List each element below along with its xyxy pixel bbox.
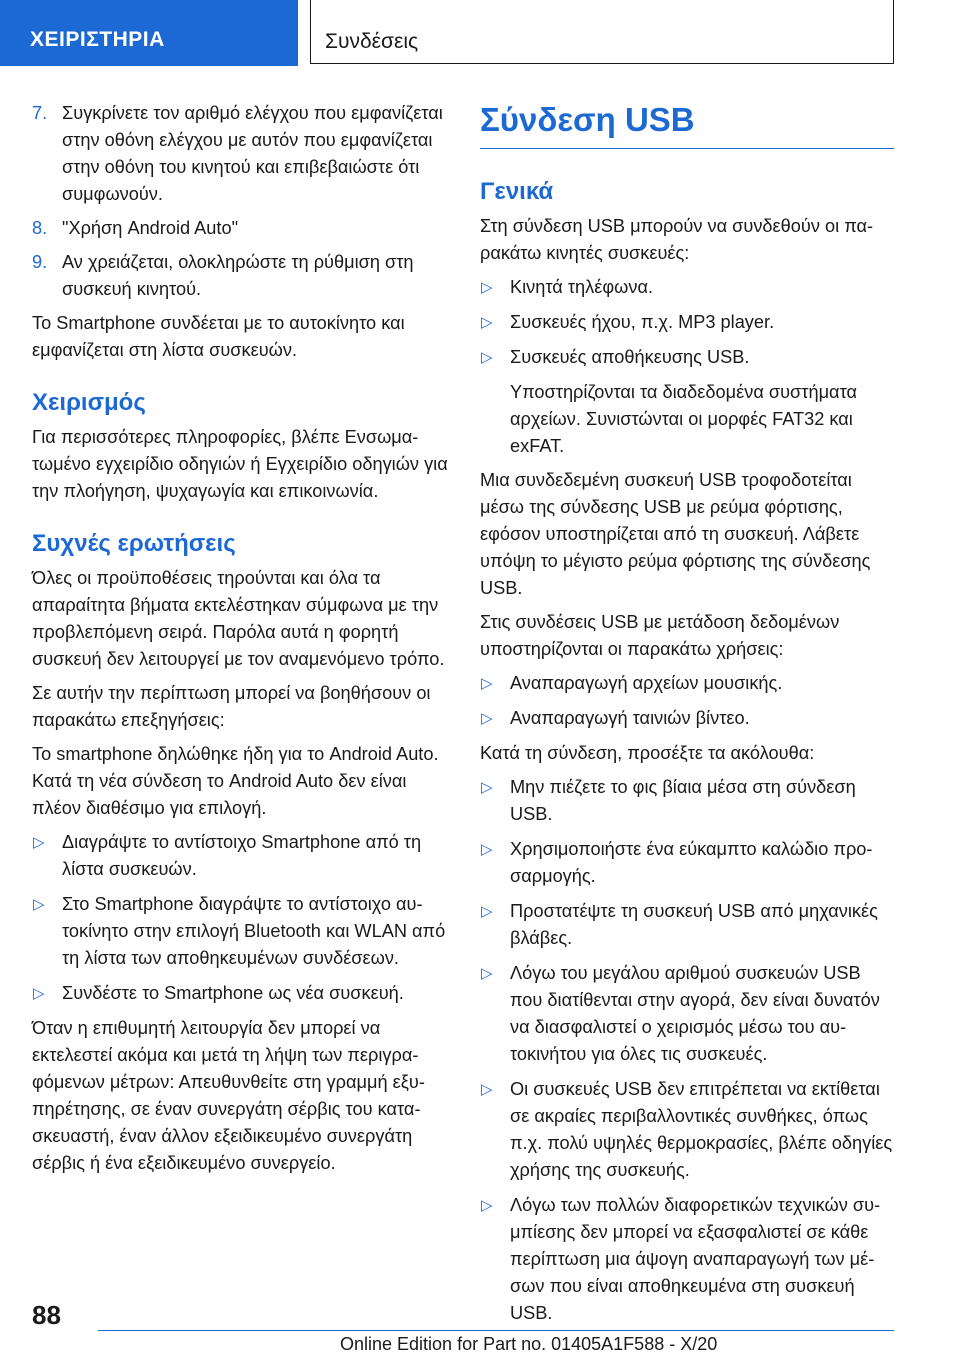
list-item bbox=[480, 344, 894, 371]
paragraph: Για περισσότερες πληροφορίες, βλέπε Ενσωματωμένο εγχειρίδιο οδηγιών ή Εγχειρίδιο οδηγιών για την πλοήγηση, ψυχαγωγία και επικοινωνία. bbox=[32, 427, 448, 501]
section-tab-label: ΧΕΙΡΙΣΤΗΡΙΑ bbox=[30, 28, 165, 51]
section-heading-general: Γενικά bbox=[480, 178, 554, 205]
list-item-text: Αναπαραγωγή ταινιών βίντεο. bbox=[510, 708, 750, 728]
step-item bbox=[32, 249, 452, 303]
list-item-text: Προστατέψτε τη συσκευή USB από μηχανικές βλάβες. bbox=[510, 901, 878, 948]
list-item-text: Συσκευές αποθήκευσης USB. bbox=[510, 347, 750, 367]
paragraph: Στις συνδέσεις USB με μετάδοση δεδομένων υποστηρίζονται οι παρακάτω χρήσεις: bbox=[480, 612, 840, 659]
triangle-bullet-icon: ▷ bbox=[33, 896, 45, 913]
footer-divider bbox=[98, 1330, 894, 1331]
list-item-text: Στο Smartphone διαγράψτε το αντίστοιχο αυτοκίνητο στην επιλογή Bluetooth και WLAN από τη λίστα των αποθηκευμένων συνδέσεων. bbox=[62, 894, 446, 968]
triangle-bullet-icon: ▷ bbox=[481, 349, 493, 366]
list-item bbox=[480, 1192, 894, 1327]
paragraph: Όταν η επιθυμητή λειτουργία δεν μπορεί να εκτελεστεί ακόμα και μετά τη λήψη των περιγραφόμενων μέτρων: Απευθυνθείτε στη γραμμή εξυπηρέτησης, σε έναν συνεργάτη σέρβις του κατασκευαστή, έναν άλλον εξειδικευμένο συνεργάτη σέρβις ή ένα εξειδικευμένο συνεργείο. bbox=[32, 1018, 425, 1173]
list-item-text: Συσκευές ήχου, π.χ. MP3 player. bbox=[510, 312, 775, 332]
triangle-bullet-icon: ▷ bbox=[481, 710, 493, 727]
step-number: 7. bbox=[32, 103, 48, 123]
section-tab bbox=[0, 0, 298, 66]
list-item bbox=[32, 829, 452, 883]
triangle-bullet-icon: ▷ bbox=[481, 279, 493, 296]
list-item bbox=[480, 1076, 894, 1184]
paragraph: Σε αυτήν την περίπτωση μπορεί να βοηθήσουν οι παρακάτω επεξηγήσεις: bbox=[32, 683, 431, 730]
paragraph: Όλες οι προϋποθέσεις τηρούνται και όλα τα απαραίτητα βήματα εκτελέστηκαν σύμφωνα με την προβλεπόμενη σειρά. Παρόλα αυτά η φορητή συσκευή δεν λειτουργεί με τον αναμενόμενο τρόπο. bbox=[32, 568, 445, 669]
section-heading-faq: Συχνές ερωτήσεις bbox=[32, 530, 236, 557]
triangle-bullet-icon: ▷ bbox=[481, 314, 493, 331]
paragraph: Κατά τη σύνδεση, προσέξτε τα ακόλουθα: bbox=[480, 743, 815, 763]
list-item-text: Αναπαραγωγή αρχείων μουσικής. bbox=[510, 673, 783, 693]
list-item bbox=[480, 898, 894, 952]
list-item-text: Κινητά τηλέφωνα. bbox=[510, 277, 654, 297]
page-section-title: Σύνδεση USB bbox=[480, 100, 894, 149]
edition-footer: Online Edition for Part no. 01405A1F588 - X/20 bbox=[340, 1334, 718, 1354]
list-item-text: Οι συσκευές USB δεν επιτρέπεται να εκτίθεται σε ακραίες περιβαλλοντικές συνθήκες, όπως π.χ. πολύ υψηλές θερμοκρασίες, βλέπε οδηγίες χρήσης της συσκευής. bbox=[510, 1079, 893, 1180]
list-item-text: Χρησιμοποιήστε ένα εύκαμπτο καλώδιο προσαρμογής. bbox=[510, 839, 873, 886]
list-item bbox=[480, 774, 894, 828]
paragraph: Μια συνδεδεμένη συσκευή USB τροφοδοτείται μέσω της σύνδεσης USB με ρεύμα φόρτισης, εφόσον υποστηρίζεται από τη συσκευή. Λάβετε υπόψη το μέγιστο ρεύμα φόρτισης της σύνδεσης USB. bbox=[480, 470, 871, 598]
section-heading-operation: Χειρισμός bbox=[32, 389, 146, 416]
paragraph: Το Smartphone συνδέεται με το αυτοκίνητο και εμφανίζεται στη λίστα συσκευών. bbox=[32, 313, 405, 360]
list-item bbox=[480, 274, 894, 301]
triangle-bullet-icon: ▷ bbox=[481, 779, 493, 796]
step-text: Αν χρειάζεται, ολοκληρώστε τη ρύθμιση στη συσκευή κινητού. bbox=[62, 252, 414, 299]
chapter-title: Συνδέσεις bbox=[325, 30, 419, 53]
indented-note: Υποστηρίζονται τα διαδεδομένα συστήματα αρχείων. Συνιστώνται οι μορφές FAT32 και exFAT. bbox=[510, 382, 858, 456]
list-item-text: Μην πιέζετε το φις βίαια μέσα στη σύνδεση USB. bbox=[510, 777, 856, 824]
step-item bbox=[32, 100, 452, 208]
list-item bbox=[480, 705, 894, 732]
step-text: Συγκρίνετε τον αριθμό ελέγχου που εμφανίζεται στην οθόνη ελέγχου με αυτόν που εμφανίζεται στην οθόνη του κινητού και επιβεβαιώστε ότι συμφωνούν. bbox=[62, 103, 443, 204]
step-number: 9. bbox=[32, 252, 48, 272]
list-item-text: Λόγω του μεγάλου αριθμού συσκευών USB που διατίθενται στην αγορά, δεν είναι δυνατόν να διασφαλιστεί ο χειρισμός μέσω του αυτοκινήτου για όλες τις συσκευές. bbox=[510, 963, 880, 1064]
triangle-bullet-icon: ▷ bbox=[481, 903, 493, 920]
list-item bbox=[480, 670, 894, 697]
paragraph: Το smartphone δηλώθηκε ήδη για το Android Auto. Κατά τη νέα σύνδεση το Android Auto δεν είναι πλέον διαθέσιμο για επιλογή. bbox=[32, 744, 439, 818]
list-item-text: Διαγράψτε το αντίστοιχο Smartphone από τη λίστα συσκευών. bbox=[62, 832, 422, 879]
step-number: 8. bbox=[32, 218, 48, 238]
triangle-bullet-icon: ▷ bbox=[481, 965, 493, 982]
triangle-bullet-icon: ▷ bbox=[481, 1081, 493, 1098]
list-item bbox=[480, 836, 894, 890]
list-item bbox=[32, 980, 452, 1007]
triangle-bullet-icon: ▷ bbox=[481, 1197, 493, 1214]
list-item bbox=[480, 960, 894, 1068]
right-column bbox=[480, 100, 894, 1335]
list-item-text: Συνδέστε το Smartphone ως νέα συσκευή. bbox=[62, 983, 404, 1003]
page-number: 88 bbox=[32, 1300, 61, 1330]
triangle-bullet-icon: ▷ bbox=[33, 834, 45, 851]
page-header bbox=[0, 0, 960, 66]
list-item-text: Λόγω των πολλών διαφορετικών τεχνικών συμπίεσης δεν μπορεί να εξασφαλιστεί σε κάθε περίπτωση μια άψογη αναπαραγωγή των μέσων που είναι αποθηκευμένα στη συσκευή USB. bbox=[510, 1195, 881, 1323]
list-item bbox=[32, 891, 452, 972]
step-item bbox=[32, 215, 452, 242]
left-column bbox=[32, 100, 452, 1184]
paragraph: Στη σύνδεση USB μπορούν να συνδεθούν οι παρακάτω κινητές συσκευές: bbox=[480, 216, 874, 263]
triangle-bullet-icon: ▷ bbox=[33, 985, 45, 1002]
list-item bbox=[480, 309, 894, 336]
triangle-bullet-icon: ▷ bbox=[481, 675, 493, 692]
step-text: "Χρήση Android Auto" bbox=[62, 218, 239, 238]
triangle-bullet-icon: ▷ bbox=[481, 841, 493, 858]
